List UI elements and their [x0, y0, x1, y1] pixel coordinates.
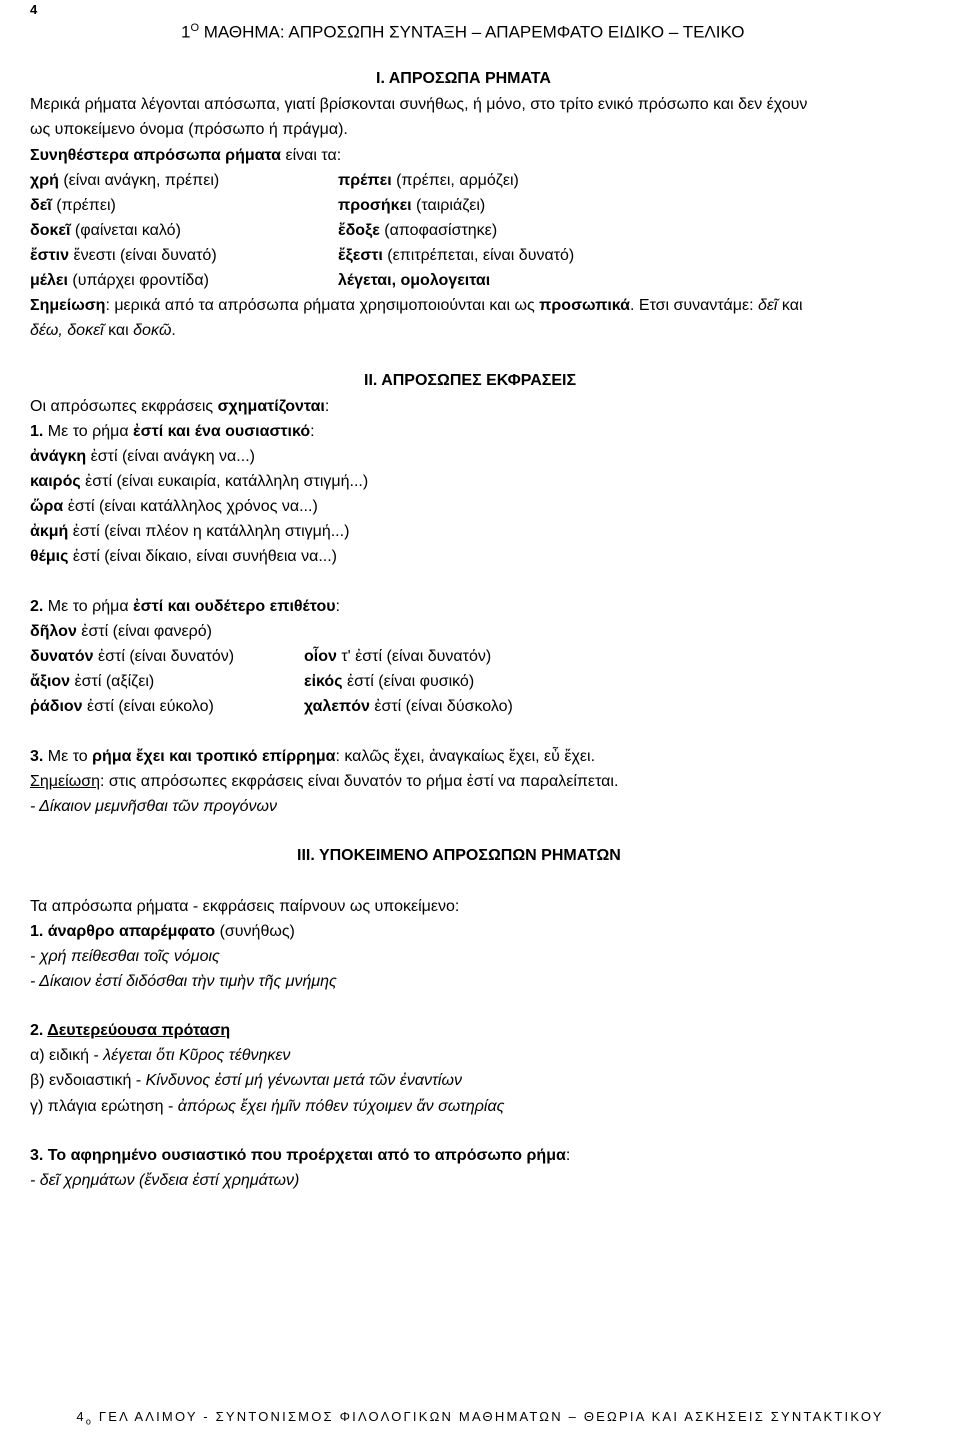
verb-left-3	[30, 246, 217, 266]
point-emphasis: ρήμα ἔχει και τροπικό επίρρημα	[92, 748, 336, 765]
subject-type-label: Δευτερεύουσα πρόταση	[47, 1022, 231, 1039]
section-2-note	[30, 772, 618, 792]
subject-type-3	[30, 1146, 570, 1166]
point-emphasis: ἐστί και ουδέτερο επιθέτου	[133, 598, 336, 615]
expression-item	[30, 497, 318, 517]
expression-gloss: ἐστί (είναι φυσικό)	[342, 673, 475, 690]
expression-term: ἀνάγκη	[30, 448, 87, 465]
page-title	[181, 18, 745, 43]
expression-term: θέμις	[30, 548, 69, 565]
clause-example: Κίνδυνος ἐστί μή γένωνται μετά τῶν ἐναντίων	[145, 1072, 462, 1089]
verb-term: προσήκει	[338, 197, 412, 214]
expression-item	[30, 447, 255, 467]
point-1-heading	[30, 422, 315, 442]
note-text: : μερικά από τα απρόσωπα ρήματα χρησιμοποιούνται και ως	[105, 297, 540, 314]
section-3-heading: ΙΙΙ. ΥΠΟΚΕΙΜΕΝΟ ΑΠΡΟΣΩΠΩΝ ΡΗΜΑΤΩΝ	[297, 847, 621, 864]
subject-type-1	[30, 922, 295, 942]
expression-left	[30, 672, 154, 692]
verb-term: λέγεται, ομολογειται	[338, 272, 491, 289]
subject-example: - δεῖ χρημάτων (ἔνδεια ἐστί χρημάτων)	[30, 1172, 300, 1189]
expression-gloss: ἐστί (είναι ευκαιρία, κατάλληλη στιγμή...)	[80, 473, 369, 490]
expression-term: καιρός	[30, 473, 81, 490]
clause-example-b	[30, 1071, 462, 1091]
title-prefix: 1	[181, 22, 191, 42]
verb-term: ἔξεστι	[338, 247, 383, 264]
expression-right	[304, 697, 513, 717]
clause-example-a	[30, 1046, 290, 1066]
expression-term: δῆλον	[30, 623, 77, 640]
section-1-intro-line2: ως υποκείμενο όνομα (πρόσωπο ή πράγμα).	[30, 121, 348, 138]
clause-type: β) ενδοιαστική -	[30, 1072, 146, 1089]
expression-gloss: ἐστί (είναι κατάλληλος χρόνος να...)	[63, 498, 318, 515]
verb-gloss: (υπάρχει φροντίδα)	[67, 272, 209, 289]
expression-gloss: ἐστί (αξίζει)	[70, 673, 155, 690]
intro-text: :	[324, 398, 330, 415]
point-2-heading	[30, 597, 340, 617]
expression-term: ῥάδιον	[30, 698, 83, 715]
footer-subscript: ο	[85, 1416, 94, 1427]
clause-example-c	[30, 1097, 504, 1117]
point-text: :	[335, 598, 340, 615]
point-text: Με το ρήμα	[43, 423, 134, 440]
verb-term: ἔστιν	[30, 247, 70, 264]
point-text: Με το ρήμα	[43, 598, 134, 615]
page-number: 4	[30, 2, 38, 17]
expression-gloss: τ' ἐστί (είναι δυνατόν)	[336, 648, 492, 665]
verb-left-0	[30, 171, 219, 191]
section-1-intro-line1: Μερικά ρήματα λέγονται απόσωπα, γιατί βρίσκονται συνήθως, ή μόνο, στο τρίτο ενικό πρόσωπο και δεν έχουν	[30, 96, 808, 113]
point-number: 3.	[30, 748, 44, 765]
section-1-note-line2	[30, 321, 176, 341]
expression-gloss: ἐστί (είναι εύκολο)	[82, 698, 214, 715]
note-text: και	[777, 297, 803, 314]
expression-gloss: ἐστί (είναι φανερό)	[76, 623, 212, 640]
subject-example: - Δίκαιον ἐστί διδόσθαι τὴν τιμὴν τῆς μνήμης	[30, 973, 337, 990]
note-text: . Ετσι συναντάμε:	[630, 297, 758, 314]
expression-left	[30, 697, 214, 717]
verb-gloss: (είναι ανάγκη, πρέπει)	[58, 172, 220, 189]
subject-example: - χρή πείθεσθαι τοῖς νόμοις	[30, 948, 220, 965]
verb-right-2	[338, 221, 497, 241]
title-superscript: Ο	[190, 22, 200, 34]
subject-type-number: 2.	[30, 1022, 48, 1039]
note-text: : στις απρόσωπες εκφράσεις είναι δυνατόν το ρήμα ἐστί να παραλείπεται.	[99, 773, 619, 790]
expression-term: χαλεπόν	[304, 698, 370, 715]
subject-type-note: :	[565, 1147, 571, 1164]
clause-type: γ) πλάγια ερώτηση -	[30, 1098, 178, 1115]
expression-item	[30, 622, 212, 642]
point-text: :	[310, 423, 315, 440]
point-emphasis: ἐστί και ένα ουσιαστικό	[133, 423, 311, 440]
verb-right-0	[338, 171, 519, 191]
expression-term: δυνατόν	[30, 648, 94, 665]
verb-gloss: (αποφασίστηκε)	[379, 222, 498, 239]
expression-item	[30, 522, 349, 542]
clause-example: ἀπόρως ἔχει ἡμῖν πόθεν τύχοιμεν ἄν σωτηρίας	[177, 1098, 505, 1115]
intro-emphasis: σχηματίζονται	[217, 398, 325, 415]
note-text: .	[171, 322, 176, 339]
expression-gloss: ἐστί (είναι δίκαιο, είναι συνήθεια να...)	[68, 548, 337, 565]
footer-prefix: 4	[76, 1409, 86, 1424]
note-emphasis: προσωπικά	[539, 297, 630, 314]
section-1-heading: Ι. ΑΠΡΟΣΩΠΑ ΡΗΜΑΤΑ	[376, 70, 551, 87]
verb-gloss: (πρέπει)	[51, 197, 116, 214]
verb-right-1	[338, 196, 485, 216]
common-verbs-line	[30, 146, 341, 166]
verb-left-1	[30, 196, 116, 216]
note-label: Σημείωση	[30, 773, 100, 790]
subject-type-label: 3. Το αφηρημένο ουσιαστικό που προέρχεται από το απρόσωπο ρήμα	[30, 1147, 566, 1164]
note-text: και	[103, 322, 134, 339]
subject-type-note: (συνήθως)	[215, 923, 295, 940]
expression-right	[304, 647, 491, 667]
expression-gloss: ἐστί (είναι πλέον η κατάλληλη στιγμή...)	[68, 523, 350, 540]
point-text: : καλῶς ἔχει, ἀναγκαίως ἔχει, εὖ ἔχει.	[335, 748, 596, 765]
expression-term: ὥρα	[30, 498, 64, 515]
expression-term: εἰκός	[304, 673, 343, 690]
expression-item	[30, 472, 368, 492]
page-footer	[0, 1409, 960, 1427]
verb-gloss: ἔνεστι (είναι δυνατό)	[69, 247, 217, 264]
intro-text: Οι απρόσωπες εκφράσεις	[30, 398, 218, 415]
verb-gloss: (πρέπει, αρμόζει)	[391, 172, 519, 189]
note-example: δεῖ	[758, 297, 778, 314]
verb-gloss: (επιτρέπεται, είναι δυνατό)	[382, 247, 575, 264]
verb-term: δεῖ	[30, 197, 52, 214]
section-2-intro	[30, 397, 329, 417]
note-example: δέω, δοκεῖ	[30, 322, 104, 339]
footer-text: ΓΕΛ ΑΛΙΜΟΥ - ΣΥΝΤΟΝΙΣΜΟΣ ΦΙΛΟΛΟΓΙΚΩΝ ΜΑΘΗΜΑΤΩΝ – ΘΕΩΡΙΑ ΚΑΙ ΑΣΚΗΣΕΙΣ ΣΥΝΤΑΚΤΙΚΟΥ	[93, 1409, 884, 1424]
point-text: Με το	[43, 748, 93, 765]
verb-term: ἔδοξε	[338, 222, 380, 239]
section-2-example: - Δίκαιον μεμνῆσθαι τῶν προγόνων	[30, 798, 277, 815]
verb-right-3	[338, 246, 574, 266]
expression-term: ἄξιον	[30, 673, 71, 690]
common-verbs-label: Συνηθέστερα απρόσωπα ρήματα	[30, 147, 281, 164]
point-number: 1.	[30, 423, 44, 440]
point-number: 2.	[30, 598, 44, 615]
note-label: Σημείωση	[30, 297, 106, 314]
point-3-heading	[30, 747, 595, 767]
expression-gloss: ἐστί (είναι δυνατόν)	[93, 648, 235, 665]
section-1-note-line1	[30, 296, 955, 316]
clause-example: λέγεται ὅτι Κῦρος τέθνηκεν	[103, 1047, 291, 1064]
section-3-intro: Τα απρόσωπα ρήματα - εκφράσεις παίρνουν ως υποκείμενο:	[30, 898, 460, 915]
verb-left-2	[30, 221, 181, 241]
expression-right	[304, 672, 474, 692]
verb-term: χρή	[30, 172, 59, 189]
verb-term: δοκεῖ	[30, 222, 71, 239]
expression-term: ἀκμή	[30, 523, 69, 540]
verb-gloss: (ταιριάζει)	[411, 197, 486, 214]
expression-left	[30, 647, 234, 667]
section-2-heading: ΙΙ. ΑΠΡΟΣΩΠΕΣ ΕΚΦΡΑΣΕΙΣ	[364, 372, 577, 389]
expression-gloss: ἐστί (είναι ανάγκη να...)	[86, 448, 255, 465]
note-example: δοκῶ	[133, 322, 172, 339]
verb-term: πρέπει	[338, 172, 392, 189]
common-verbs-rest: είναι τα:	[281, 147, 342, 164]
verb-gloss: (φαίνεται καλό)	[70, 222, 181, 239]
expression-term: οἷον	[304, 648, 337, 665]
verb-left-4	[30, 271, 209, 291]
expression-item	[30, 547, 337, 567]
expression-gloss: ἐστί (είναι δύσκολο)	[369, 698, 513, 715]
subject-type-2	[30, 1021, 230, 1041]
verb-right-4	[338, 271, 490, 291]
title-text: ΜΑΘΗΜΑ: ΑΠΡΟΣΩΠΗ ΣΥΝΤΑΞΗ – ΑΠΑΡΕΜΦΑΤΟ ΕΙΔΙΚΟ – ΤΕΛΙΚΟ	[199, 22, 745, 42]
verb-term: μέλει	[30, 272, 68, 289]
subject-type-label: 1. άναρθρο απαρέμφατο	[30, 923, 216, 940]
clause-type: α) ειδική -	[30, 1047, 104, 1064]
